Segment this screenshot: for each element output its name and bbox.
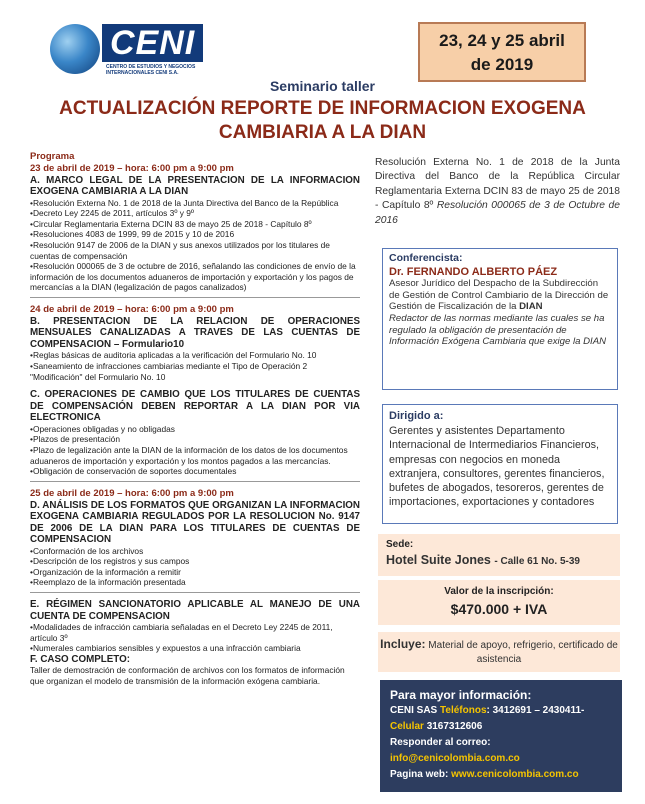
logo-wordmark: CENI	[102, 24, 203, 62]
list-item: • Descripción de los registros y sus campos	[30, 556, 360, 567]
price-box	[378, 580, 620, 625]
list-item: • Saneamiento de infracciones cambiarias mediante el Tipo de Operación 2 "Modificación" del Formulario No. 10	[30, 361, 360, 382]
divider	[30, 481, 360, 482]
list-item: • Resolución Externa No. 1 de 2018 de la Junta Directiva del Banco de la República	[30, 198, 360, 209]
resolution-main: Resolución Externa No. 1 de 2018 de la Junta Directiva del Banco de la República Circular Reglamentaria Externa DCIN 83 de mayo 25 de 2018 - Capítulo 8º	[375, 157, 620, 212]
list-item: • Conformación de los archivos	[30, 546, 360, 557]
divider	[30, 592, 360, 593]
cell-label: Celular	[390, 721, 424, 732]
section-b-list	[30, 350, 360, 382]
section-e-list	[30, 622, 360, 654]
list-item: • Modalidades de infracción cambiaria señaladas en el Decreto Ley 2245 de 2011, artículo 3º	[30, 622, 360, 643]
speaker-heading: Conferencista:	[389, 252, 463, 264]
contact-company: CENI SAS	[390, 705, 438, 716]
contact-cell	[390, 719, 612, 735]
web-label: Pagina web:	[390, 769, 449, 780]
section-d-title: D. ANÁLISIS DE LOS FORMATOS QUE ORGANIZAN LA INFORMACION EXOGENA CAMBIARIA REGULADOS POR LA RESOLUCION No. 9147 DE 2006 DE LA DIAN PARA LOS TITULARES DE CUENTAS DE COMPENSACION	[30, 499, 360, 546]
divider	[30, 297, 360, 298]
resolution-text	[375, 156, 620, 228]
contact-heading: Para mayor información:	[390, 688, 532, 702]
list-item: • Resolución 9147 de 2006 de la DIAN y sus anexos utilizados por los titulares de cuentas de compensación	[30, 240, 360, 261]
list-item: • Reemplazo de la información presentada	[30, 577, 360, 588]
contact-web	[390, 767, 612, 783]
list-item: • Circular Reglamentaria Externa DCIN 83 de mayo 25 de 2018 - Capítulo 8º	[30, 219, 360, 230]
section-e-title: E. RÉGIMEN SANCIONATORIO APLICABLE AL MANEJO DE UNA CUENTA DE COMPENSACION	[30, 599, 360, 622]
list-item: • Numerales cambiarios sensibles y expuestos a una infracción cambiaria	[30, 643, 360, 654]
section-d-list	[30, 546, 360, 588]
venue-box	[378, 534, 620, 576]
venue-address: - Calle 61 No. 5-39	[494, 556, 580, 567]
includes-box	[378, 632, 620, 672]
price-value: $470.000 + IVA	[450, 601, 548, 617]
list-item: • Decreto Ley 2245 de 2011, artículos 3º y 9º	[30, 208, 360, 219]
list-item: • Resolución 000065 de 3 de octubre de 2016, señalando las condiciones de envío de la información de los documentos aduaneros de importación y exportación y los pagos de mercancías a la DIAN (legalización de pagos canalizados)	[30, 261, 360, 293]
speaker-box	[382, 248, 618, 390]
contact-phones	[390, 703, 612, 719]
section-c-title: C. OPERACIONES DE CAMBIO QUE LOS TITULARES DE CUENTAS DE COMPENSACIÓN DEBEN REPORTAR A LA DIAN POR VIA ELECTRONICA	[30, 389, 360, 424]
event-dates-box	[418, 22, 586, 82]
section-a-title: A. MARCO LEGAL DE LA PRESENTACION DE LA INFORMACION EXOGENA CAMBIARIA A LA DIAN	[30, 174, 360, 198]
list-item: • Obligación de conservación de soportes documentales	[30, 466, 360, 477]
event-dates-line1: 23, 24 y 25 abril	[439, 31, 565, 50]
list-item: • Resoluciones 4083 de 1999, 99 de 2015 y 10 de 2016	[30, 229, 360, 240]
speaker-role: Asesor Jurídico del Despacho de la Subdirección de Gestión de Control Cambiario de la Dirección de Gestión de Fiscalización de la DIAN	[389, 278, 609, 313]
list-item: • Plazos de presentación	[30, 434, 360, 445]
list-item: • Organización de la información a remitir	[30, 567, 360, 578]
list-item: • Reglas básicas de auditoria aplicadas a la verificación del Formulario No. 10	[30, 350, 360, 361]
venue-value	[386, 553, 612, 567]
audience-heading: Dirigido a:	[389, 410, 444, 422]
section-b-title: B. PRESENTACION DE LA RELACION DE OPERACIONES MENSUALES CANALIZADAS A TRAVES DE LAS CUENTAS DE COMPENSACION – Formulario10	[30, 315, 360, 350]
email-link[interactable]: info@cenicolombia.com.co	[390, 753, 520, 764]
day1-date: 23 de abril de 2019 – hora: 6:00 pm a 9:00 pm	[30, 162, 234, 174]
speaker-name: Dr. FERNANDO ALBERTO PÁEZ	[389, 265, 558, 278]
cell-value[interactable]: 3167312606	[426, 721, 483, 732]
seminar-label: Seminario taller	[269, 78, 376, 94]
resolution-italic: Resolución 000065 de 3 de Octubre de 2016	[375, 200, 620, 226]
speaker-role-bold: DIAN	[519, 301, 543, 313]
title-line2: CAMBIARIA A LA DIAN	[218, 122, 427, 143]
web-link[interactable]: www.cenicolombia.com.co	[451, 769, 579, 780]
program-heading: Programa	[30, 151, 75, 162]
event-dates-line2: de 2019	[470, 55, 534, 74]
section-c-list	[30, 424, 360, 477]
day2-date: 24 de abril de 2019 – hora: 6:00 pm a 9:00 pm	[30, 303, 234, 315]
program-column	[30, 152, 360, 687]
list-item: • Operaciones obligadas y no obligadas	[30, 424, 360, 435]
audience-text: Gerentes y asistentes Departamento Internacional de Intermediarios Financieros, empresas con negocios en moneda extranjera, consultores, gerentes financieros, bufetes de abogados, tesoreros, gerentes de importaciones, exportaciones y contadores	[389, 425, 605, 509]
email-label: Responder al correo:	[390, 737, 491, 748]
phones-label: Teléfonos	[440, 705, 487, 716]
phones-value[interactable]: : 3412691 – 2430411-	[486, 705, 585, 716]
section-f-title: F. CASO COMPLETO:	[30, 653, 130, 665]
audience-box	[382, 404, 618, 524]
page-title	[0, 97, 645, 145]
logo-subtitle: CENTRO DE ESTUDIOS Y NEGOCIOS INTERNACIONALES CENI S.A.	[106, 64, 196, 76]
price-heading: Valor de la inscripción:	[444, 586, 554, 597]
venue-heading: Sede:	[386, 539, 414, 550]
title-line1: ACTUALIZACIÓN REPORTE DE INFORMACION EXOGENA	[59, 98, 586, 119]
day3-date: 25 de abril de 2019 – hora: 6:00 pm a 9:00 pm	[30, 487, 234, 499]
globe-icon	[50, 24, 100, 74]
venue-name: Hotel Suite Jones	[386, 553, 491, 567]
list-item: • Plazo de legalización ante la DIAN de la información de los datos de los documentos aduaneros de importación y exportación y los montos pagados a las mercancías.	[30, 445, 360, 466]
includes-label: Incluye:	[380, 637, 426, 651]
speaker-note: Redactor de las normas mediante las cuales se ha regulado la obligación de presentación de Información Exógena Cambiaria que exige la DIAN	[389, 312, 607, 348]
section-a-list	[30, 198, 360, 293]
contact-box	[380, 680, 622, 792]
ceni-logo	[40, 18, 230, 80]
section-f-text: Taller de demostración de conformación de archivos con los formatos de información que organizan el modelo de transmisión de la información exógena cambiaria.	[30, 665, 345, 686]
includes-text: Material de apoyo, refrigerio, certificado de asistencia	[428, 640, 618, 665]
